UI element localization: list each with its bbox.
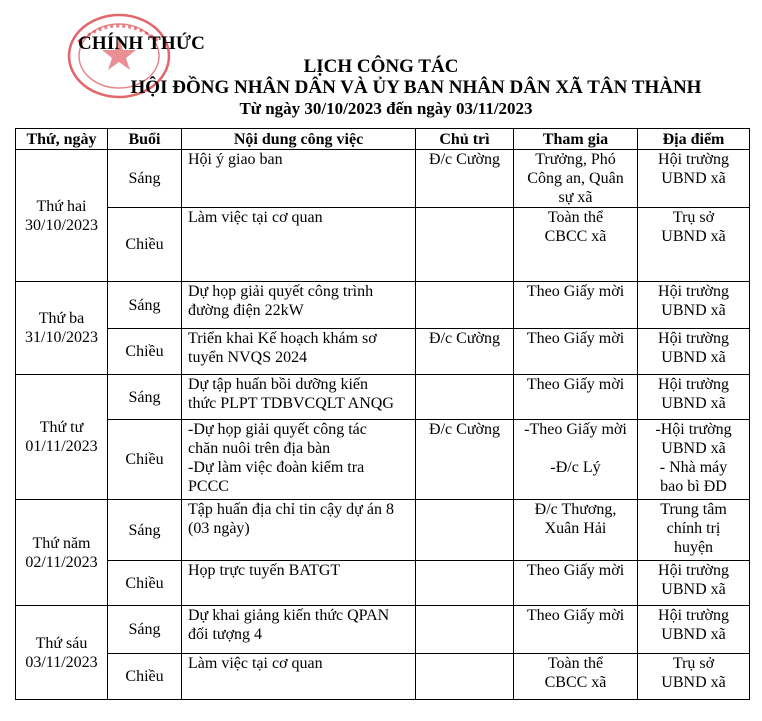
participants-cell: Toàn thể CBCC xã [514,654,638,700]
participants-cell: Theo Giấy mời [514,606,638,654]
location-cell: Hội trường UBND xã [638,606,750,654]
session-cell: Sáng [108,150,182,208]
table-row [16,500,750,561]
chair-cell [416,208,514,282]
document-title: LỊCH CÔNG TÁC [303,56,459,77]
content-cell: Họp trực tuyến BATGT [182,561,416,606]
participants-cell: Trưởng, Phó Công an, Quân sự xã [514,150,638,208]
day-cell: Thứ tư 01/11/2023 [16,375,108,500]
content-cell: Triển khai Kế hoạch khám sơ tuyển NVQS 2024 [182,329,416,375]
participants-cell: Theo Giấy mời [514,375,638,420]
location-cell: Hội trường UBND xã [638,561,750,606]
column-header-participants: Tham gia [514,129,638,150]
chair-cell [416,375,514,420]
content-cell: Hội ý giao ban [182,150,416,208]
location-cell: Trung tâm chính trị huyện [638,500,750,561]
content-cell: Dự tập huấn bồi dưỡng kiến thức PLPT TDBVCQLT ANQG [182,375,416,420]
table-row [16,329,750,375]
chair-cell [416,606,514,654]
column-header-location: Địa điểm [638,129,750,150]
location-cell: Hội trường UBND xã [638,329,750,375]
day-cell: Thứ hai 30/10/2023 [16,150,108,282]
location-cell: Hội trường UBND xã [638,282,750,329]
chair-cell [416,561,514,606]
table-row [16,654,750,700]
session-cell: Chiều [108,654,182,700]
session-cell: Sáng [108,375,182,420]
location-cell: Trụ sở UBND xã [638,208,750,282]
official-label: CHÍNH THỨC [78,33,206,54]
column-header-day: Thứ, ngày [16,129,108,150]
session-cell: Chiều [108,208,182,282]
session-cell: Chiều [108,329,182,375]
content-cell: Dự khai giảng kiến thức QPAN đối tượng 4 [182,606,416,654]
column-header-session: Buổi [108,129,182,150]
table-row [16,420,750,500]
schedule-table [15,128,750,700]
column-header-chair: Chủ trì [416,129,514,150]
chair-cell [416,654,514,700]
session-cell: Sáng [108,282,182,329]
chair-cell: Đ/c Cường [416,420,514,500]
participants-cell: -Theo Giấy mời -Đ/c Lý [514,420,638,500]
table-row [16,282,750,329]
content-cell: Làm việc tại cơ quan [182,208,416,282]
day-cell: Thứ ba 31/10/2023 [16,282,108,375]
session-cell: Chiều [108,561,182,606]
participants-cell: Theo Giấy mời [514,282,638,329]
document-subtitle: HỘI ĐỒNG NHÂN DÂN VÀ ỦY BAN NHÂN DÂN XÃ TÂN THÀNH [130,77,702,98]
chair-cell [416,282,514,329]
location-cell: Hội trường UBND xã [638,150,750,208]
session-cell: Sáng [108,606,182,654]
location-cell: Trụ sở UBND xã [638,654,750,700]
participants-cell: Theo Giấy mời [514,561,638,606]
content-cell: Làm việc tại cơ quan [182,654,416,700]
table-row [16,150,750,208]
content-cell: -Dự họp giải quyết công tác chăn nuôi trên địa bàn -Dự làm việc đoàn kiểm tra PCCC [182,420,416,500]
participants-cell: Toàn thể CBCC xã [514,208,638,282]
content-cell: Tập huấn địa chỉ tin cậy dự án 8 (03 ngày) [182,500,416,561]
column-header-content: Nội dung công việc [182,129,416,150]
chair-cell [416,500,514,561]
participants-cell: Đ/c Thương, Xuân Hải [514,500,638,561]
table-row [16,208,750,282]
session-cell: Sáng [108,500,182,561]
participants-cell: Theo Giấy mời [514,329,638,375]
day-cell: Thứ sáu 03/11/2023 [16,606,108,700]
table-row [16,375,750,420]
table-row [16,606,750,654]
chair-cell: Đ/c Cường [416,329,514,375]
chair-cell: Đ/c Cường [416,150,514,208]
location-cell: Hội trường UBND xã [638,375,750,420]
date-range: Từ ngày 30/10/2023 đến ngày 03/11/2023 [239,99,533,118]
location-cell: -Hội trường UBND xã - Nhà máy bao bì ĐD [638,420,750,500]
table-header-row [16,129,750,150]
day-cell: Thứ năm 02/11/2023 [16,500,108,606]
content-cell: Dự họp giải quyết công trình đường điện 22kW [182,282,416,329]
session-cell: Chiều [108,420,182,500]
table-row [16,561,750,606]
title-block [0,56,762,119]
